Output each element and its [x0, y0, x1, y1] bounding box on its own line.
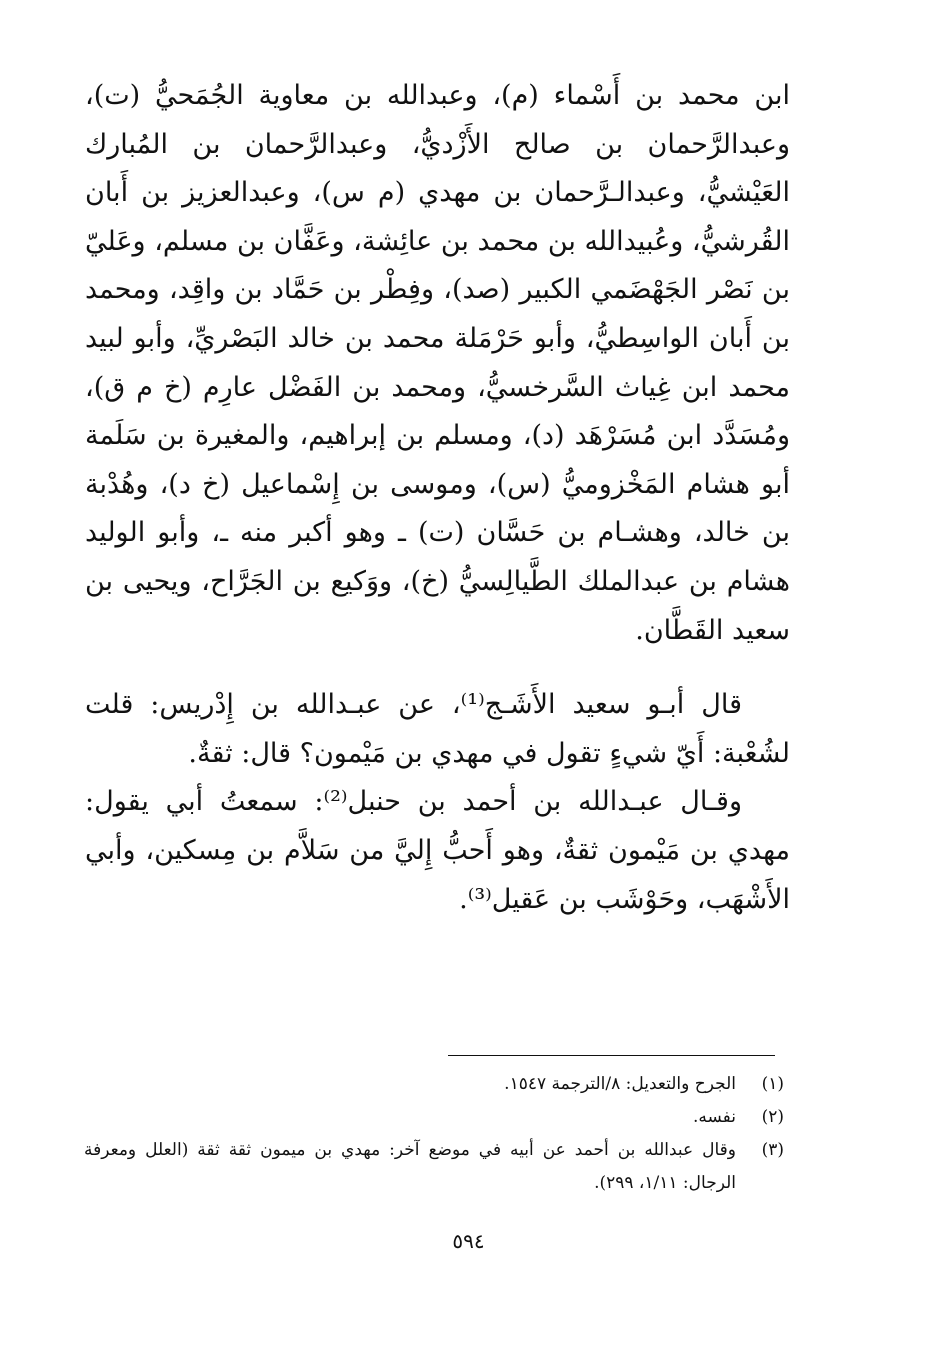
footnote-text: وقال عبدالله بن أحمد عن أبيه في موضع آخر: مهدي بن ميمون ثقة ثقة (العلل ومعرفة الرجال: ١/١١، ٢٩٩).: [84, 1140, 736, 1193]
footnote: [84, 1134, 784, 1200]
footnote: [84, 1101, 784, 1134]
footnote-number: (٣): [761, 1140, 784, 1160]
quote-paragraph: قال أبـو سعيد الأَشَـج⁽¹⁾، عن عبـدالله بن إِدْريس: قلت لشُعْبة: أَيّ شيءٍ تقول في مهدي بن مَيْمون؟ قال: ثقةٌ.: [85, 689, 790, 769]
footnote-number: (٢): [761, 1107, 784, 1127]
main-text: [85, 72, 790, 924]
footnote-number: (١): [761, 1074, 784, 1094]
footnote-divider: [448, 1055, 775, 1056]
quote-paragraph: وقـال عبـدالله بن أحمد بن حنبل⁽²⁾: سمعتُ أبي يقول: مهدي بن مَيْمون ثقةٌ، وهو أَحبُّ إِليَّ من سَلاَّم بن مِسكين، وأبي الأَشْهَب، وحَوْشَب بن عَقيل⁽³⁾.: [85, 786, 790, 915]
footnote-text: الجرح والتعديل: ٨/الترجمة ١٥٤٧.: [504, 1074, 736, 1094]
footnotes: [84, 1068, 784, 1200]
footnote: [84, 1068, 784, 1101]
page-number: ٥٩٤: [452, 1229, 485, 1253]
footnote-text: نفسه.: [692, 1107, 736, 1127]
biography-paragraph: ابن محمد بن أَسْماء (م)، وعبدالله بن معاوية الجُمَحيُّ (ت)، وعبدالرَّحمان بن صالح الأَزْديُّ، وعبدالرَّحمان بن المُبارك العَيْشيُّ، وعبدالـرَّحمان بن مهدي (م س)، وعبدالعزيز بن أَبان القُرشيُّ، وعُبيدالله بن محمد بن عائِشة، وعَفَّان بن مسلم، وعَليّ بن نَصْر الجَهْضَمي الكبير (صد)، وفِطْر بن حَمَّاد بن واقِد، ومحمد بن أَبان الواسِطيُّ، وأبو حَرْمَلة محمد بن خالد البَصْريِّ، وأبو لبيد محمد ابن غِياث السَّرخسيُّ، ومحمد بن الفَضْل عارِم (خ م ق)، ومُسَدَّد ابن مُسَرْهَد (د)، ومسلم بن إبراهيم، والمغيرة بن سَلَمة أبو هشام المَخْزوميُّ (س)، وموسى بن إِسْماعيل (خ د)، وهُدْبة بن خالد، وهشـام بن حَسَّان (ت) ـ وهو أكبر منه ـ، وأبو الوليد هشام بن عبدالملك الطَّيالِسيُّ (خ)، ووَكيع بن الجَرَّاح، ويحيى بن سعيد القَطَّان.: [85, 80, 790, 646]
